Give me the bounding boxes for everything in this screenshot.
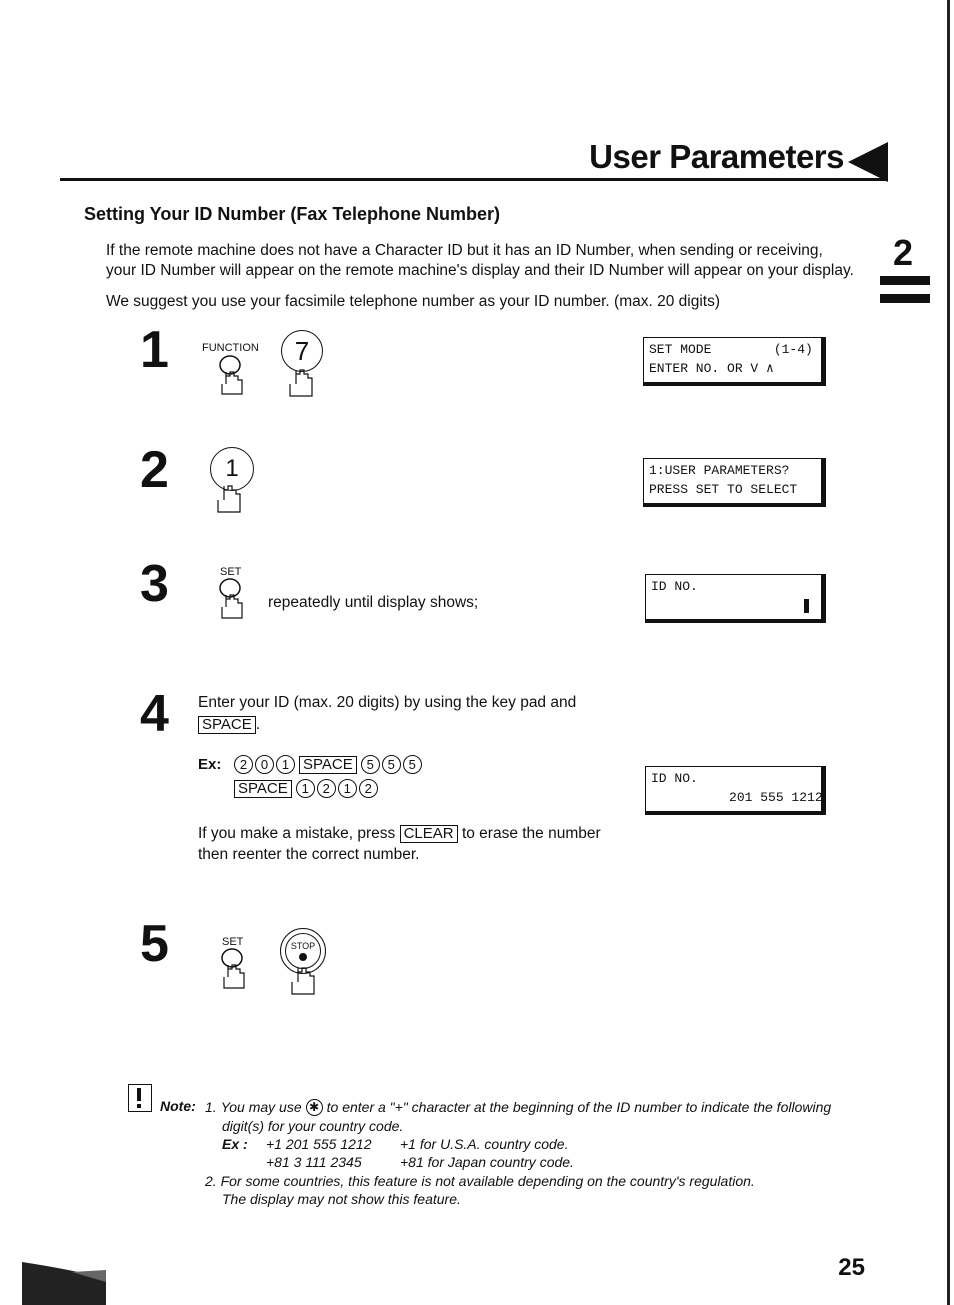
lcd-display: 1:USER PARAMETERS? PRESS SET TO SELECT (643, 458, 826, 507)
hand-press-icon (286, 368, 322, 400)
step-number: 3 (140, 555, 169, 613)
example-label: Ex: (198, 756, 222, 773)
set-key-label: SET (220, 566, 242, 578)
stop-key-icon: STOP (280, 928, 326, 974)
digit-key-icon: 0 (255, 755, 274, 774)
set-key-label: SET (222, 936, 244, 948)
asterisk-key-icon: ✱ (306, 1099, 323, 1116)
note-2-line-2: The display may not show this feature. (222, 1191, 461, 1207)
title-arrow-icon (848, 142, 888, 182)
note-example-label: Ex : (222, 1136, 248, 1152)
function-key-label: FUNCTION (202, 342, 259, 354)
digit-key-icon: 2 (234, 755, 253, 774)
note-1: 1. You may use ✱ to enter a "+" character at the beginning of the ID number to indicate the following (205, 1099, 832, 1115)
step-4-instruction: Enter your ID (max. 20 digits) by using the key pad and (198, 694, 577, 711)
hand-press-icon (288, 966, 324, 998)
space-key-line: SPACE . (198, 714, 260, 735)
note-example-value: +1 201 555 1212 (266, 1136, 372, 1152)
space-key: SPACE (299, 756, 357, 774)
page-edge (947, 0, 950, 1305)
intro-paragraph-2: We suggest you use your facsimile telephone number as your ID number. (max. 20 digits) (106, 293, 720, 310)
note-1-line-2: digit(s) for your country code. (222, 1118, 404, 1134)
lcd-cursor (804, 599, 809, 613)
space-key: SPACE (234, 780, 292, 798)
set-key-press-icon (212, 578, 248, 624)
example-line-2 (234, 779, 378, 798)
digit-key-icon: 2 (317, 779, 336, 798)
digit-key-icon: 1 (338, 779, 357, 798)
note-label: Note: (160, 1098, 196, 1114)
intro-paragraph-1: If the remote machine does not have a Character ID but it has an ID Number, when sending or receiving, your ID Number will appear on the remote machine's display and their ID Number will appear on your display. (106, 242, 854, 279)
page-title: User Parameters (589, 138, 844, 175)
note-icon (128, 1084, 152, 1112)
lcd-display: SET MODE (1-4) ENTER NO. OR V ∧ (643, 337, 826, 386)
section-title: Setting Your ID Number (Fax Telephone Number) (84, 204, 501, 224)
step-number: 5 (140, 915, 169, 973)
step-number: 1 (140, 321, 169, 379)
chapter-number: 2 (893, 232, 914, 273)
mistake-instruction-2: then reenter the correct number. (198, 846, 420, 863)
digit-key-icon: 5 (382, 755, 401, 774)
lcd-display: ID NO. 201 555 1212 (645, 766, 826, 815)
note-example-value: +81 3 111 2345 (266, 1154, 362, 1170)
digit-key-icon: 1 (296, 779, 315, 798)
digit-key-icon: 5 (361, 755, 380, 774)
scan-corner-artifact (22, 1258, 106, 1305)
note-example-desc: +1 for U.S.A. country code. (400, 1136, 569, 1152)
step-number: 2 (140, 441, 169, 499)
hand-press-icon (214, 484, 250, 516)
space-key: SPACE (198, 716, 256, 734)
digit-key-icon: 5 (403, 755, 422, 774)
mistake-instruction: If you make a mistake, press CLEAR to erase the number (198, 825, 601, 842)
step-number: 4 (140, 685, 169, 743)
step-3-instruction: repeatedly until display shows; (268, 594, 479, 611)
chapter-bar (880, 276, 930, 285)
digit-key-icon: 1 (276, 755, 295, 774)
function-key-press-icon (212, 354, 248, 400)
example-line-1 (234, 755, 422, 774)
clear-key: CLEAR (400, 825, 458, 843)
header-rule (60, 178, 888, 181)
digit-key-icon: 2 (359, 779, 378, 798)
lcd-display: ID NO. (645, 574, 826, 623)
page-number: 25 (838, 1254, 865, 1281)
note-2: 2. For some countries, this feature is not available depending on the country's regulation. (205, 1173, 755, 1189)
digit-1-key-icon: 1 (210, 447, 254, 491)
digit-7-key-icon: 7 (281, 330, 323, 372)
chapter-bar (880, 294, 930, 303)
set-key-press-icon (214, 948, 250, 994)
note-example-desc: +81 for Japan country code. (400, 1154, 574, 1170)
